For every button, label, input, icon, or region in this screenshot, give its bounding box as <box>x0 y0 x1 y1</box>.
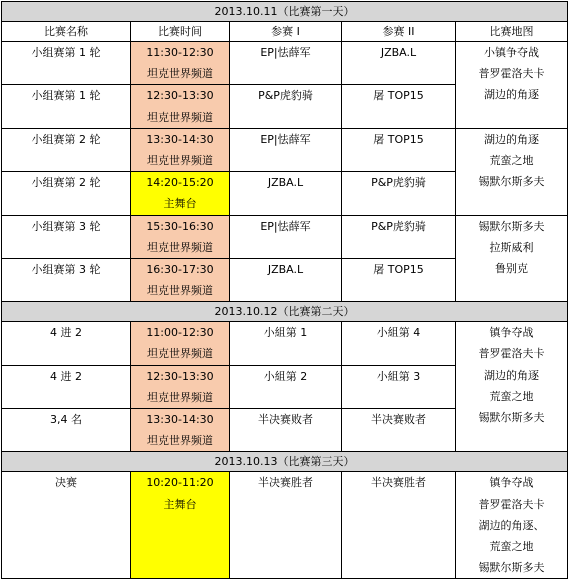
team2: 小組第 4 <box>342 322 456 365</box>
map-name: 普罗霍洛夫卡 <box>478 67 545 81</box>
match-time-cell <box>131 42 230 85</box>
day-header-row <box>2 452 568 472</box>
map-name: 拉斯威利 <box>489 240 534 254</box>
match-time: 15:30-16:30 <box>146 219 214 233</box>
match-name: 小组赛第 1 轮 <box>2 42 131 85</box>
team1: EP|怯薛军 <box>230 42 342 85</box>
match-time-cell <box>131 409 230 452</box>
team1: JZBA.L <box>230 172 342 215</box>
match-time: 16:30-17:30 <box>146 262 214 276</box>
map-name: 普罗霍洛夫卡 <box>478 497 545 511</box>
map-name: 湖边的角逐 <box>484 368 540 382</box>
match-name: 小组赛第 2 轮 <box>2 128 131 171</box>
map-name: 荒蛮之地 <box>489 153 534 167</box>
match-name: 4 进 2 <box>2 365 131 408</box>
header-team2: 参赛 II <box>342 22 456 42</box>
day-title: 2013.10.13（比赛第三天） <box>2 452 568 472</box>
day-title: 2013.10.12（比赛第二天） <box>2 302 568 322</box>
match-time-cell <box>131 365 230 408</box>
match-row <box>2 215 568 258</box>
match-time-cell <box>131 85 230 128</box>
match-name: 3,4 名 <box>2 409 131 452</box>
match-time-cell <box>131 322 230 365</box>
map-name: 镇争夺战 <box>489 326 534 340</box>
map-name: 锡默尔斯多夫 <box>478 175 545 189</box>
team1: 半决赛败者 <box>230 409 342 452</box>
map-name: 湖边的角逐 <box>484 88 540 102</box>
header-maps: 比赛地图 <box>456 22 568 42</box>
match-time: 13:30-14:30 <box>146 413 214 426</box>
map-name: 锡默尔斯多夫 <box>478 411 545 424</box>
team1: 小組第 2 <box>230 365 342 408</box>
team1: 半决赛胜者 <box>230 472 342 579</box>
match-venue: 坦克世界频道 <box>147 67 213 81</box>
map-name: 锡默尔斯多夫 <box>478 219 545 233</box>
team2: 半决赛胜者 <box>342 472 456 579</box>
map-name: 小镇争夺战 <box>484 46 540 59</box>
map-list <box>456 322 568 452</box>
team2: 小組第 3 <box>342 365 456 408</box>
schedule-table <box>1 1 568 579</box>
map-name: 普罗霍洛夫卡 <box>478 347 545 361</box>
match-time: 13:30-14:30 <box>146 132 214 146</box>
match-time-cell <box>131 128 230 171</box>
match-venue: 坦克世界频道 <box>147 240 213 254</box>
day-header-row <box>2 2 568 22</box>
team1: EP|怯薛军 <box>230 128 342 171</box>
match-time-cell <box>131 472 230 579</box>
team2: P&P虎豹骑 <box>342 172 456 215</box>
map-list <box>456 472 568 579</box>
match-name: 决赛 <box>2 472 131 579</box>
map-list <box>456 128 568 215</box>
header-time: 比赛时间 <box>131 22 230 42</box>
match-venue: 坦克世界频道 <box>147 347 213 361</box>
match-time: 12:30-13:30 <box>146 89 214 103</box>
match-time: 10:20-11:20 <box>146 476 214 490</box>
match-time: 11:30-12:30 <box>146 46 214 59</box>
map-name: 湖边的角逐、 <box>478 518 545 532</box>
header-team1: 参赛 I <box>230 22 342 42</box>
team2: P&P虎豹骑 <box>342 215 456 258</box>
map-list <box>456 215 568 302</box>
match-time: 11:00-12:30 <box>146 326 214 340</box>
match-name: 小组赛第 3 轮 <box>2 258 131 301</box>
team1: P&P虎豹骑 <box>230 85 342 128</box>
match-name: 4 进 2 <box>2 322 131 365</box>
team2: 屠 TOP15 <box>342 85 456 128</box>
match-venue: 坦克世界频道 <box>147 110 213 124</box>
map-name: 鲁别克 <box>495 261 529 275</box>
header-name: 比赛名称 <box>2 22 131 42</box>
team2: 屠 TOP15 <box>342 258 456 301</box>
match-name: 小组赛第 2 轮 <box>2 172 131 215</box>
match-time: 14:20-15:20 <box>146 176 214 190</box>
match-venue: 主舞台 <box>163 197 197 211</box>
match-name: 小组赛第 1 轮 <box>2 85 131 128</box>
match-venue: 坦克世界频道 <box>147 284 213 298</box>
match-time-cell <box>131 258 230 301</box>
match-venue: 坦克世界频道 <box>147 434 213 448</box>
match-venue: 坦克世界频道 <box>147 153 213 167</box>
match-time-cell <box>131 172 230 215</box>
match-venue: 主舞台 <box>163 497 197 511</box>
team2: 半决赛败者 <box>342 409 456 452</box>
map-name: 镇争夺战 <box>489 476 534 490</box>
team2: JZBA.L <box>342 42 456 85</box>
team1: EP|怯薛军 <box>230 215 342 258</box>
map-name: 荒蛮之地 <box>489 389 534 403</box>
day-title: 2013.10.11（比赛第一天） <box>2 2 568 22</box>
team1: JZBA.L <box>230 258 342 301</box>
match-row <box>2 42 568 85</box>
match-row <box>2 472 568 579</box>
match-time: 12:30-13:30 <box>146 369 214 383</box>
match-name: 小组赛第 3 轮 <box>2 215 131 258</box>
team2: 屠 TOP15 <box>342 128 456 171</box>
match-time-cell <box>131 215 230 258</box>
team1: 小組第 1 <box>230 322 342 365</box>
map-name: 湖边的角逐 <box>484 132 540 146</box>
map-name: 荒蛮之地 <box>489 539 534 553</box>
match-row <box>2 128 568 171</box>
map-list <box>456 42 568 129</box>
column-header-row <box>2 22 568 42</box>
map-name: 锡默尔斯多夫 <box>478 561 545 575</box>
day-header-row <box>2 302 568 322</box>
match-venue: 坦克世界频道 <box>147 390 213 404</box>
match-row <box>2 322 568 365</box>
